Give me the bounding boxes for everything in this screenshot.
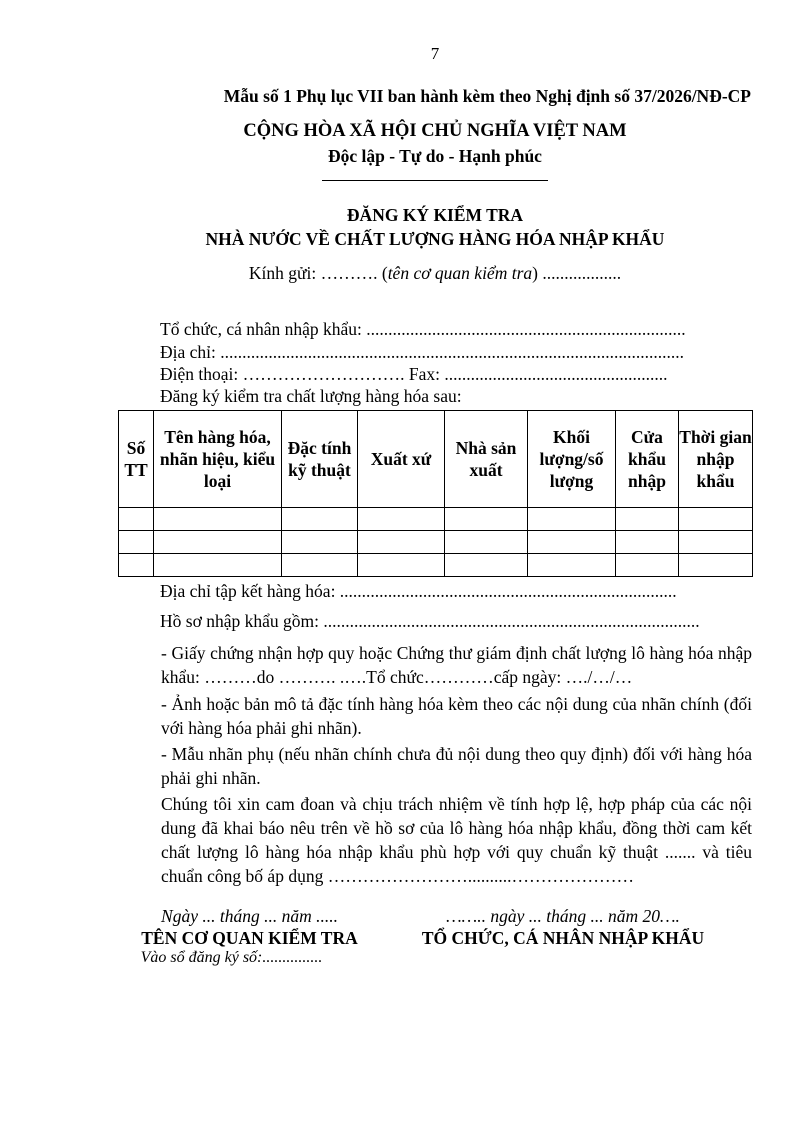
nation-motto: Độc lập - Tự do - Hạnh phúc	[328, 146, 542, 166]
item-certificate: - Giấy chứng nhận hợp quy hoặc Chứng thư giám định chất lượng lô hàng hóa nhập khẩu: ………do ………. .….Tổ chức…………cấp ngày: …./…/…	[161, 643, 752, 687]
item-sublabel: - Mẫu nhãn phụ (nếu nhãn chính chưa đủ nội dung theo quy định) đối với hàng hóa phải ghi nhãn.	[161, 744, 752, 788]
table-cell	[119, 531, 154, 554]
left-signature-date: Ngày ... tháng ... năm .....	[161, 906, 338, 926]
table-cell	[154, 554, 282, 577]
header-cell: Khối lượng/số lượng	[528, 411, 616, 508]
nation-name: CỘNG HÒA XÃ HỘI CHỦ NGHĨA VIỆT NAM	[243, 121, 627, 141]
table-header-row	[119, 411, 753, 508]
item-photo: - Ảnh hoặc bản mô tả đặc tính hàng hóa kèm theo các nội dung của nhãn chính (đối với hàng hóa phải ghi nhãn).	[161, 694, 752, 738]
organization-field: Tổ chức, cá nhân nhập khẩu: .........................................................................	[160, 319, 686, 339]
doc-title-line2: NHÀ NƯỚC VỀ CHẤT LƯỢNG HÀNG HÓA NHẬP KHẨU	[205, 229, 665, 249]
table-cell	[528, 508, 616, 531]
goods-table	[118, 410, 753, 577]
table-cell	[616, 531, 679, 554]
recipient-suffix: ) ..................	[532, 263, 622, 283]
page-number: 7	[430, 44, 440, 63]
header-cell: Số TT	[119, 411, 154, 508]
table-cell	[616, 508, 679, 531]
recipient-prefix: Kính gửi: ………. (	[248, 263, 388, 283]
form-reference: Mẫu số 1 Phụ lục VII ban hành kèm theo Nghị định số 37/2026/NĐ-CP	[223, 86, 751, 106]
dossier-field: Hồ sơ nhập khẩu gồm: ......................................................................................	[160, 611, 700, 631]
phone-fax-field: Điện thoại: ………………………. Fax: ...................................................	[160, 364, 668, 384]
table-cell	[119, 508, 154, 531]
doc-title-line1: ĐĂNG KÝ KIỂM TRA	[346, 205, 524, 225]
header-cell: Cửa khẩu nhập	[616, 411, 679, 508]
table-cell	[282, 554, 358, 577]
table-row	[119, 508, 753, 531]
table-cell	[358, 531, 445, 554]
register-number-note: Vào sổ đăng ký số:...............	[140, 949, 323, 966]
table-cell	[445, 508, 528, 531]
table-cell	[528, 554, 616, 577]
left-signature-title: TÊN CƠ QUAN KIỂM TRA	[141, 928, 358, 948]
header-cell: Đặc tính kỹ thuật	[282, 411, 358, 508]
table-cell	[679, 508, 753, 531]
motto-underline	[322, 180, 548, 181]
commitment-paragraph: Chúng tôi xin cam đoan và chịu trách nhiệm về tính hợp lệ, hợp pháp của các nội dung đã khai báo nêu trên về hồ sơ của lô hàng hóa nhập khẩu, đồng thời cam kết chất lượng lô hàng hóa nhập khẩu phù hợp với quy chuẩn kỹ thuật ....... và tiêu chuẩn công bố áp dụng ……………………..........…………………	[161, 794, 752, 886]
gathering-address-field: Địa chỉ tập kết hàng hóa: .............................................................................	[160, 581, 677, 601]
table-cell	[445, 531, 528, 554]
table-cell	[679, 554, 753, 577]
recipient-line	[0, 263, 799, 284]
table-cell	[445, 554, 528, 577]
table-cell	[119, 554, 154, 577]
table-cell	[358, 554, 445, 577]
header-cell: Thời gian nhập khẩu	[679, 411, 753, 508]
address-field: Địa chỉ: ..........................................................................................................	[160, 342, 685, 362]
header-cell: Xuất xứ	[358, 411, 445, 508]
table-cell	[282, 531, 358, 554]
table-cell	[679, 531, 753, 554]
header-cell: Nhà sản xuất	[445, 411, 528, 508]
table-cell	[358, 508, 445, 531]
right-signature-date: …….. ngày ... tháng ... năm 20….	[446, 906, 680, 926]
table-cell	[282, 508, 358, 531]
table-row	[119, 554, 753, 577]
table-cell	[528, 531, 616, 554]
header-cell: Tên hàng hóa, nhãn hiệu, kiểu loại	[154, 411, 282, 508]
right-signature-title: TỔ CHỨC, CÁ NHÂN NHẬP KHẨU	[421, 928, 705, 948]
table-cell	[616, 554, 679, 577]
table-cell	[154, 531, 282, 554]
recipient-agency: tên cơ quan kiểm tra	[387, 263, 533, 283]
register-intro: Đăng ký kiểm tra chất lượng hàng hóa sau:	[160, 386, 462, 406]
table-cell	[154, 508, 282, 531]
table-row	[119, 531, 753, 554]
